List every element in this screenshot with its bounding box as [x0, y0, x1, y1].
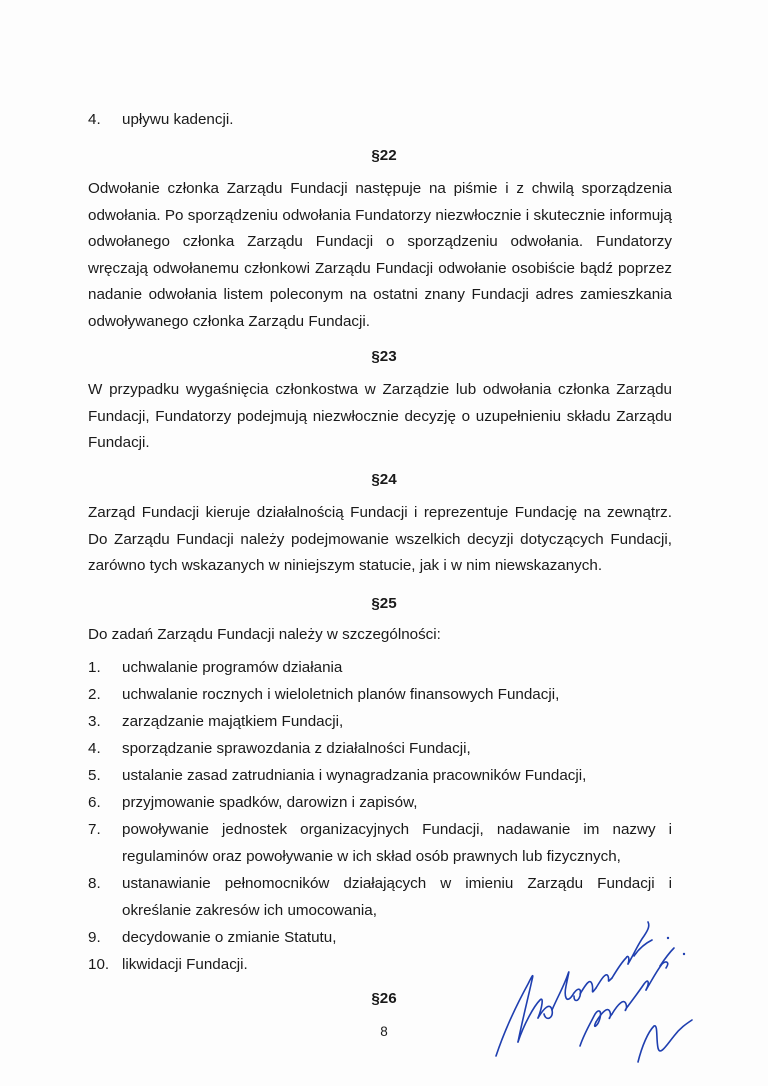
handwritten-signature	[488, 914, 698, 1064]
list-number: 4.	[88, 111, 101, 128]
list-number: 3.	[88, 713, 101, 730]
list-text: ustanawianie pełnomocników działających w imieniu Zarządu Fundacji i określanie zakresów ich umocowania,	[122, 875, 672, 919]
list-number: 6.	[88, 794, 101, 811]
section-24-paragraph	[88, 500, 672, 580]
list-text: powoływanie jednostek organizacyjnych Fundacji, nadawanie im nazwy i regulaminów oraz powoływanie w ich skład osób prawnych lub fizycznych,	[122, 821, 672, 865]
section-23-paragraph	[88, 377, 672, 457]
section-heading-23: §23	[371, 348, 397, 365]
list-text: likwidacji Fundacji.	[122, 956, 248, 973]
list-number: 1.	[88, 659, 101, 676]
list-text: sporządzanie sprawozdania z działalności Fundacji,	[122, 740, 471, 757]
list-text: uchwalanie rocznych i wieloletnich planów finansowych Fundacji,	[122, 686, 560, 703]
section-25-intro	[88, 622, 672, 649]
section-heading-25: §25	[371, 595, 397, 612]
list-number: 2.	[88, 686, 101, 703]
paragraph-text: W przypadku wygaśnięcia członkostwa w Zarządzie lub odwołania członka Zarządu Fundacji, Fundatorzy podejmują niezwłocznie decyzję o uzupełnieniu składu Zarządu Fundacji.	[88, 381, 672, 451]
list-number: 9.	[88, 929, 101, 946]
list-number: 8.	[88, 875, 101, 892]
list-text: upływu kadencji.	[122, 111, 234, 128]
list-text: ustalanie zasad zatrudniania i wynagradzania pracowników Fundacji,	[122, 767, 587, 784]
list-number: 7.	[88, 821, 101, 838]
section-heading-22: §22	[371, 147, 397, 164]
list-text: uchwalanie programów działania	[122, 659, 343, 676]
list-text: decydowanie o zmianie Statutu,	[122, 929, 337, 946]
list-text: zarządzanie majątkiem Fundacji,	[122, 713, 344, 730]
list-number: 5.	[88, 767, 101, 784]
section-heading-24: §24	[371, 471, 397, 488]
paragraph-text: Odwołanie członka Zarządu Fundacji następuje na piśmie i z chwilą sporządzenia odwołania. Po sporządzeniu odwołania Fundatorzy niezwłocznie i skutecznie informują odwołanego członka Zarządu Fundacji o sporządzeniu odwołania. Fundatorzy wręczają odwołanemu członkowi Zarządu Fundacji odwołanie osobiście bądź poprzez nadanie odwołania listem poleconym na ostatni znany Fundacji adres zamieszkania odwoływanego członka Zarządu Fundacji.	[88, 180, 672, 330]
list-number: 4.	[88, 740, 101, 757]
list-number: 10.	[88, 956, 110, 973]
page-number: 8	[380, 1024, 388, 1039]
section-heading-26: §26	[371, 990, 397, 1007]
paragraph-text: Zarząd Fundacji kieruje działalnością Fundacji i reprezentuje Fundację na zewnątrz. Do Zarządu Fundacji należy podejmowanie wszelkich decyzji dotyczących Fundacji, zarówno tych wskazanych w niniejszym statucie, jak i w nim niewskazanych.	[88, 504, 672, 574]
section-22-paragraph	[88, 176, 672, 335]
paragraph-text: Do zadań Zarządu Fundacji należy w szczególności:	[88, 626, 441, 643]
list-text: przyjmowanie spadków, darowizn i zapisów,	[122, 794, 418, 811]
